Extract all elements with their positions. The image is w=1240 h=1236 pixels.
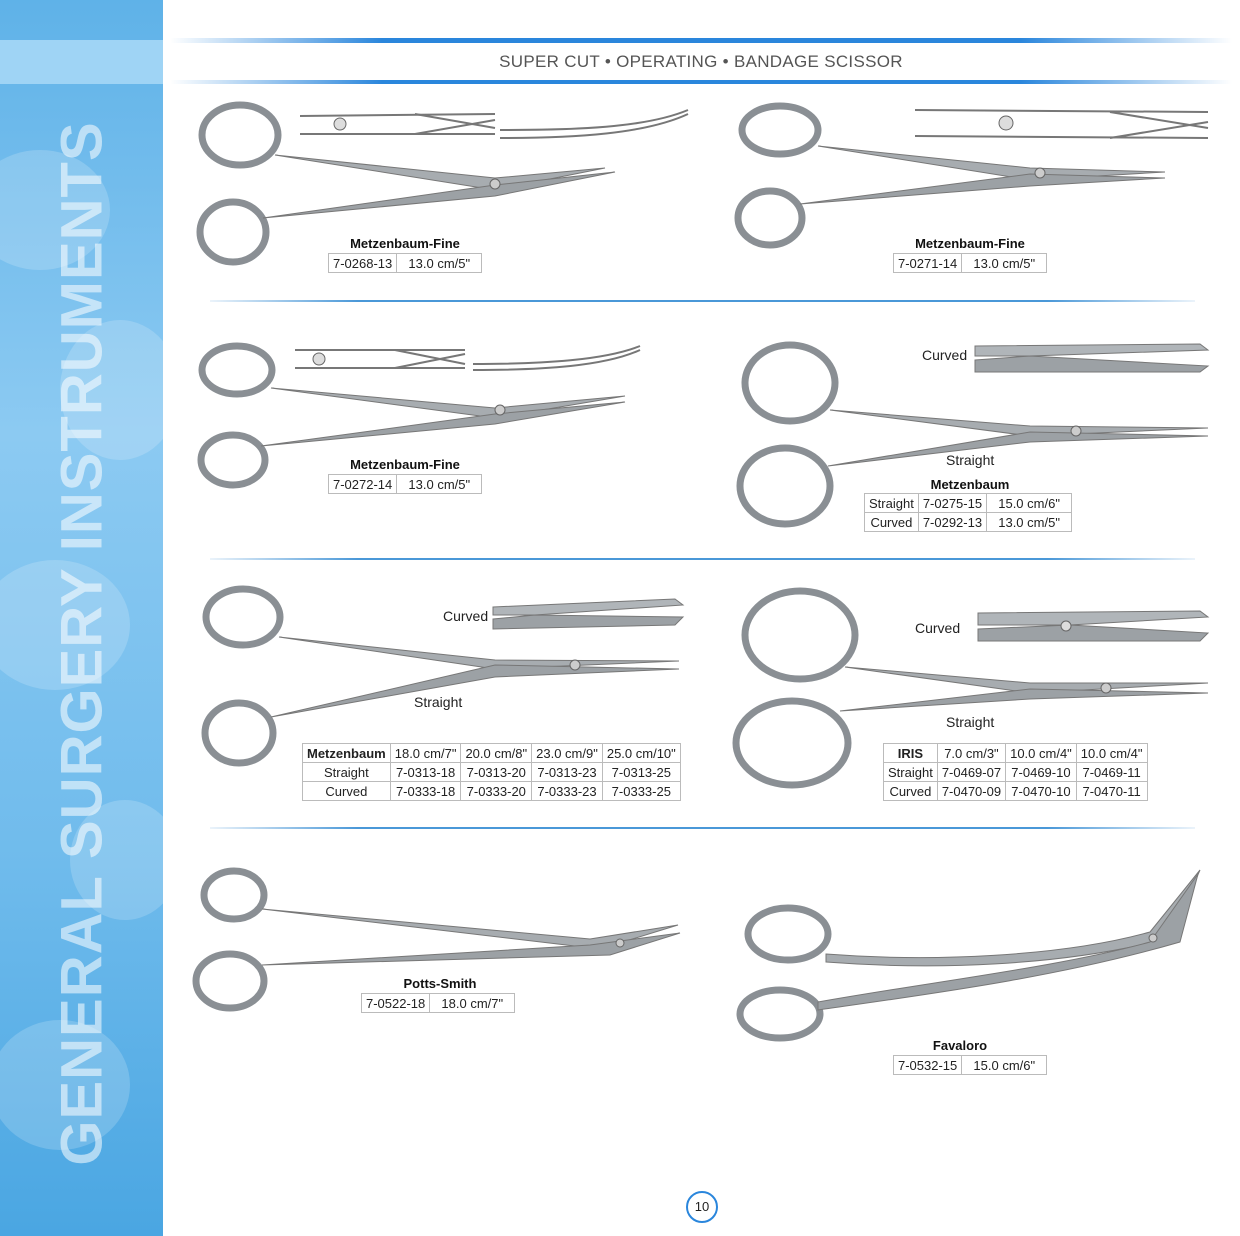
product-code-table	[328, 474, 482, 494]
variant-label-straight: Straight	[414, 694, 463, 710]
product-name: Metzenbaum	[930, 477, 1010, 492]
variant-label-curved: Curved	[922, 347, 968, 363]
product-size: 13.0 cm/5"	[397, 475, 482, 494]
variant-type: Straight	[884, 763, 938, 782]
table-row	[894, 1056, 1047, 1075]
table-header-size: 10.0 cm/4"	[1076, 744, 1147, 763]
product-code-table	[864, 493, 1072, 532]
product-code: 7-0333-25	[602, 782, 680, 801]
table-header-product: IRIS	[884, 744, 938, 763]
product-code: 7-0470-09	[937, 782, 1005, 801]
table-row	[329, 254, 482, 273]
product-name: Metzenbaum-Fine	[915, 236, 1025, 251]
variant-type: Curved	[884, 782, 938, 801]
product-code: 7-0469-11	[1076, 763, 1147, 782]
section-divider	[210, 558, 1195, 560]
product-code: 7-0333-20	[461, 782, 532, 801]
product-size: 13.0 cm/5"	[962, 254, 1047, 273]
page-number: 10	[686, 1191, 718, 1223]
variant-type: Straight	[865, 494, 919, 513]
product-code: 7-0470-11	[1076, 782, 1147, 801]
product-code: 7-0313-25	[602, 763, 680, 782]
product-code-table	[893, 1055, 1047, 1075]
header-top-line	[170, 38, 1232, 43]
table-row	[865, 513, 1072, 532]
product-code: 7-0532-15	[894, 1056, 962, 1075]
product-code: 7-0469-10	[1006, 763, 1077, 782]
table-header-size: 20.0 cm/8"	[461, 744, 532, 763]
product-size: 13.0 cm/5"	[987, 513, 1072, 532]
product-code-table	[302, 743, 681, 801]
product-code: 7-0275-15	[918, 494, 986, 513]
product-code: 7-0469-07	[937, 763, 1005, 782]
product-code: 7-0333-23	[532, 782, 603, 801]
product-code: 7-0313-23	[532, 763, 603, 782]
product-code-table	[883, 743, 1148, 801]
table-row	[303, 782, 681, 801]
table-row	[894, 254, 1047, 273]
table-header-size: 10.0 cm/4"	[1006, 744, 1077, 763]
table-row	[303, 763, 681, 782]
product-code-table	[893, 253, 1047, 273]
table-header-size: 7.0 cm/3"	[937, 744, 1005, 763]
product-code: 7-0470-10	[1006, 782, 1077, 801]
product-code-table	[328, 253, 482, 273]
table-row	[884, 782, 1148, 801]
product-code: 7-0268-13	[329, 254, 397, 273]
product-code: 7-0272-14	[329, 475, 397, 494]
variant-label-straight: Straight	[946, 452, 995, 468]
variant-label-straight: Straight	[946, 714, 995, 730]
variant-label-curved: Curved	[915, 620, 961, 636]
product-code: 7-0313-20	[461, 763, 532, 782]
product-size: 15.0 cm/6"	[987, 494, 1072, 513]
table-row	[884, 744, 1148, 763]
product-size: 18.0 cm/7"	[430, 994, 515, 1013]
table-header-size: 25.0 cm/10"	[602, 744, 680, 763]
product-name: Metzenbaum-Fine	[350, 236, 460, 251]
product-code: 7-0522-18	[362, 994, 430, 1013]
product-code: 7-0271-14	[894, 254, 962, 273]
table-header-size: 23.0 cm/9"	[532, 744, 603, 763]
product-code: 7-0313-18	[390, 763, 461, 782]
product-name: Potts-Smith	[403, 976, 477, 991]
product-code: 7-0292-13	[918, 513, 986, 532]
sidebar-vertical-title: GENERAL SURGERY INSTRUMENTS	[49, 121, 115, 1166]
table-header-size: 18.0 cm/7"	[390, 744, 461, 763]
variant-label-curved: Curved	[443, 608, 489, 624]
variant-type: Curved	[303, 782, 391, 801]
product-name: Metzenbaum-Fine	[350, 457, 460, 472]
product-size: 13.0 cm/5"	[397, 254, 482, 273]
table-row	[865, 494, 1072, 513]
table-header-product: Metzenbaum	[303, 744, 391, 763]
scissor-image-favaloro	[730, 862, 1210, 1040]
section-divider	[210, 300, 1195, 302]
header-bottom-line	[170, 80, 1232, 84]
section-divider	[210, 827, 1195, 829]
table-row	[362, 994, 515, 1013]
product-code-table	[361, 993, 515, 1013]
table-row	[884, 763, 1148, 782]
product-name: Favaloro	[932, 1038, 988, 1053]
variant-type: Straight	[303, 763, 391, 782]
table-row	[329, 475, 482, 494]
table-row	[303, 744, 681, 763]
product-code: 7-0333-18	[390, 782, 461, 801]
product-size: 15.0 cm/6"	[962, 1056, 1047, 1075]
page-title: SUPER CUT • OPERATING • BANDAGE SCISSOR	[499, 52, 903, 71]
variant-type: Curved	[865, 513, 919, 532]
sidebar-banner	[0, 0, 163, 1236]
